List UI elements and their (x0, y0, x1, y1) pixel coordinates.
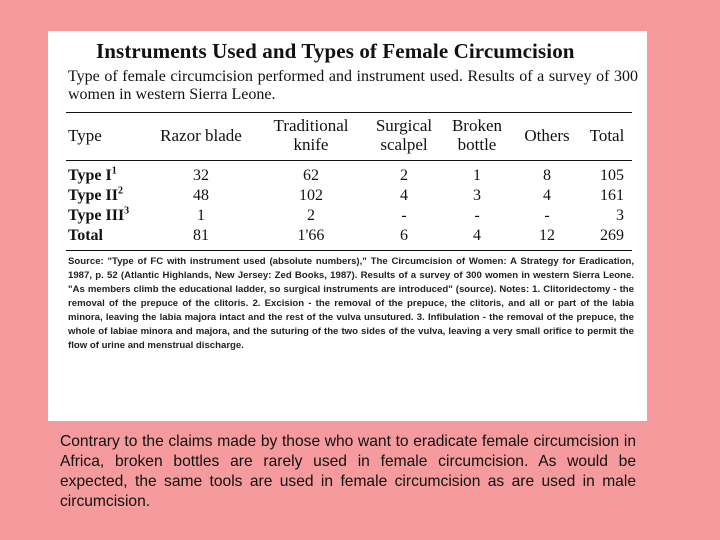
table-cell: 48 (193, 187, 209, 204)
table-row (66, 206, 632, 226)
table-cell: 4 (473, 227, 481, 244)
table-cell: 12 (539, 227, 555, 244)
col-header-others: Others (524, 125, 570, 145)
table-cell: 4 (400, 187, 408, 204)
table-cell: - (401, 207, 407, 224)
document-title: Instruments Used and Types of Female Circumcision (96, 39, 575, 63)
col-header-type: Type (68, 125, 102, 145)
table-cell: - (544, 207, 550, 224)
table-cell: 32 (193, 167, 209, 184)
instruments-table (66, 113, 632, 246)
col-header-traditional-knife: Traditional knife (273, 116, 349, 154)
row-label: Type $I^1$ (68, 165, 117, 184)
table-cell: 3 (473, 187, 481, 204)
source-note: Source: "Type of FC with instrument used (absolute numbers)," The Circumcision of Women: A Strategy for Eradication, 1987, p. 52 (Atlantic Highlands, New Jersey: Zed Books, 1987). Results of a survey of 300 women in western Sierra Leone. "As members climb the educational ladder, so surgical instruments are introduced" (source). Notes: 1. Clitoridectomy - the removal of the prepuce of the clitoris. 2. Excision - the removal of the prepuce, the clitoris, and all or part of the labia minora, leaving the labia majora intact and the rest of the vulva unsutured. 3. Infibulation - the removal of the prepuce, the whole of labiae minora and majora, and the suturing of the two sides of the vulva, leaving a very small orifice to permit the flow of urine and menstrual discharge. (68, 256, 634, 351)
table-bottom-rule (66, 250, 632, 251)
col-header-broken-bottle: Broken bottle (451, 116, 503, 154)
col-header-razor-blade: Razor blade (160, 125, 242, 145)
table-cell: 62 (303, 167, 319, 184)
table-cell: 2 (400, 167, 408, 184)
table-cell: 161 (600, 187, 624, 204)
table-row-total (66, 226, 632, 246)
row-label: Type $II^2$ (68, 185, 123, 204)
table-row (66, 186, 632, 206)
row-label: Total (68, 227, 103, 244)
table-cell: 6 (400, 227, 408, 244)
table-cell: 1 (473, 167, 481, 184)
table-cell: 81 (193, 227, 209, 244)
table-cell: 3 (616, 207, 624, 224)
table-cell: 8 (543, 167, 551, 184)
col-header-surgical-scalpel: Surgical scalpel (375, 116, 433, 154)
col-header-total: Total (589, 125, 625, 145)
table-row (66, 161, 632, 186)
table-cell: 102 (299, 187, 323, 204)
row-label: Type III$^3$ (68, 205, 130, 224)
document-subtitle: Type of female circumcision performed and instrument used. Results of a survey of 300 women in western Sierra Leone. (68, 68, 638, 103)
slide-caption: Contrary to the claims made by those who want to eradicate female circumcision in Africa, broken bottles are rarely used in female circumcision. As would be expected, the same tools are used in female circumcision as are used in male circumcision. (60, 433, 636, 510)
table-header-row (66, 113, 632, 156)
table-cell: 1 (197, 207, 205, 224)
table-cell: 1'66 (297, 227, 325, 244)
scanned-document (48, 31, 647, 421)
table-cell: 269 (600, 227, 624, 244)
table-cell: 4 (543, 187, 551, 204)
table-cell: - (474, 207, 480, 224)
table-cell: 105 (600, 167, 624, 184)
table-cell: 2 (307, 207, 315, 224)
